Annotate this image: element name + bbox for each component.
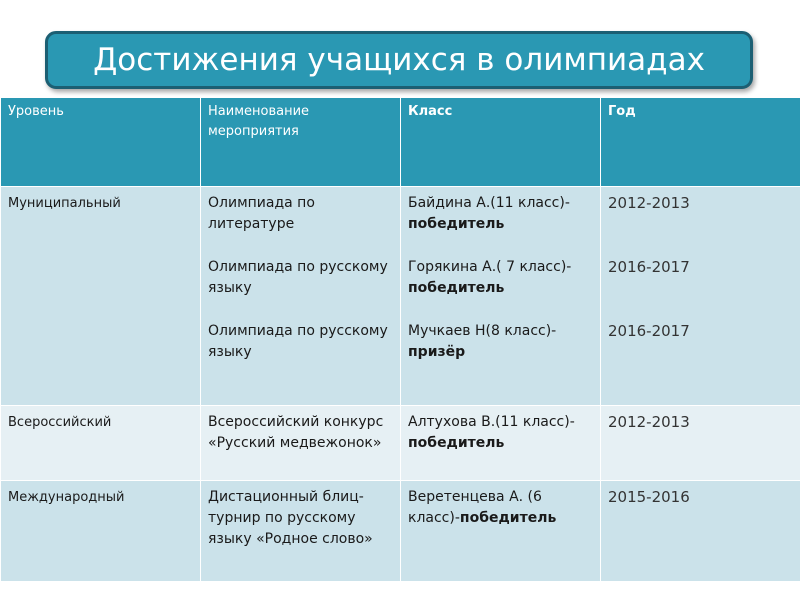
- student-name: Байдина А.(11 класс)-: [408, 195, 570, 211]
- slide-title: Достижения учащихся в олимпиадах: [45, 31, 753, 89]
- student-name: Горякина А.( 7 класс)-: [408, 259, 572, 275]
- year-value: 2012-2013: [608, 413, 690, 431]
- student-name: Веретенцева А. (6 класс)-: [408, 489, 542, 526]
- cell-years: [601, 406, 800, 481]
- cell-level: Международный: [1, 481, 201, 582]
- student-result: победитель: [408, 216, 505, 232]
- year-value: 2012-2013: [608, 194, 690, 212]
- header-event: Наименование мероприятия: [201, 98, 401, 187]
- achievements-table: [0, 97, 800, 582]
- cell-students: [401, 481, 601, 582]
- event-name: Олимпиада по русскому языку: [208, 259, 388, 296]
- cell-level: Муниципальный: [1, 187, 201, 406]
- student-name: Алтухова В.(11 класс)-: [408, 414, 575, 430]
- table-row: [1, 481, 800, 582]
- student-result: победитель: [408, 280, 505, 296]
- cell-years: [601, 481, 800, 582]
- table-header-row: [1, 98, 800, 187]
- student-result: победитель: [408, 435, 505, 451]
- event-name: Олимпиада по русскому языку: [208, 323, 388, 360]
- cell-events: [201, 187, 401, 406]
- cell-level: Всероссийский: [1, 406, 201, 481]
- year-value: 2016-2017: [608, 258, 690, 276]
- student-result: призёр: [408, 344, 466, 360]
- student-name: Мучкаев Н(8 класс)-: [408, 323, 557, 339]
- header-year: Год: [601, 98, 800, 187]
- cell-students: [401, 187, 601, 406]
- student-entry: [408, 321, 594, 363]
- cell-students: [401, 406, 601, 481]
- year-value: 2015-2016: [608, 488, 690, 506]
- student-entry: [408, 193, 594, 235]
- student-entry: [408, 487, 594, 529]
- event-name: Олимпиада по литературе: [208, 195, 315, 232]
- cell-events: [201, 481, 401, 582]
- header-class: Класс: [401, 98, 601, 187]
- event-name: Всероссийский конкурс «Русский медвежонок»: [208, 414, 384, 451]
- student-entry: [408, 412, 594, 454]
- header-level: Уровень: [1, 98, 201, 187]
- student-entry: [408, 257, 594, 299]
- event-name: Дистационный блиц-турнир по русскому языку «Родное слово»: [208, 489, 373, 547]
- table-row: [1, 406, 800, 481]
- student-result: победитель: [459, 510, 557, 526]
- cell-events: [201, 406, 401, 481]
- year-value: 2016-2017: [608, 322, 690, 340]
- table-row: [1, 187, 800, 406]
- cell-years: [601, 187, 800, 406]
